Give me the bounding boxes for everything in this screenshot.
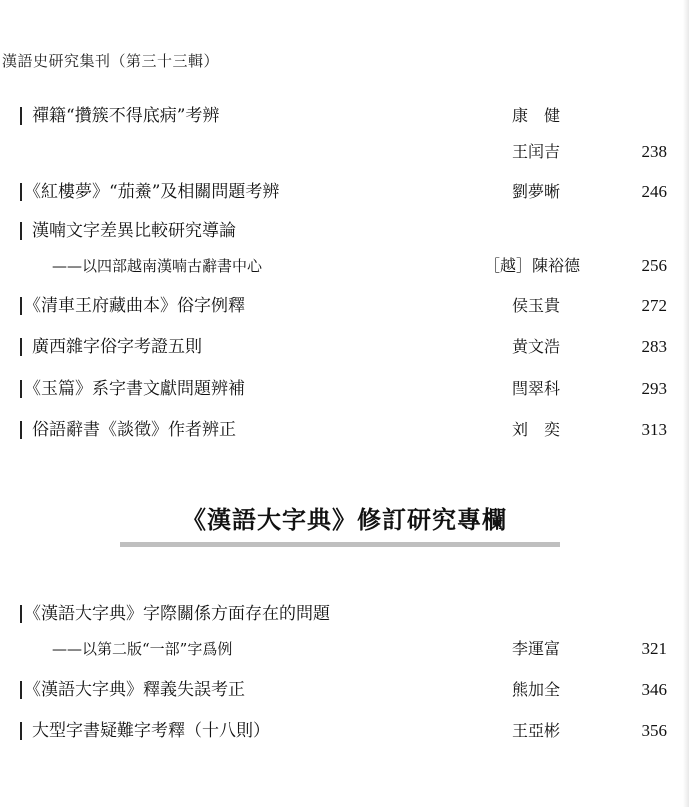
toc-entry[interactable]	[0, 678, 689, 702]
entry-page: 346	[641, 680, 667, 699]
entry-marker	[20, 222, 22, 240]
entry-subtitle: ——以四部越南漢喃古辭書中心	[52, 257, 263, 275]
entry-author: 熊加全	[512, 680, 561, 699]
entry-title: 《漢語大字典》字際關係方面存在的問題	[24, 604, 330, 624]
running-header: 漢語史研究集刊（第三十三輯）	[2, 52, 220, 70]
toc-entry[interactable]	[0, 294, 689, 318]
entry-marker	[20, 338, 22, 356]
entry-title: 《紅樓夢》“茄鯗”及相關問題考辨	[24, 182, 280, 202]
section-divider	[120, 542, 560, 547]
entry-page: 256	[641, 256, 667, 275]
toc-entry[interactable]	[0, 719, 689, 743]
toc-entry-subtitle[interactable]	[0, 254, 689, 278]
entry-page: 246	[641, 182, 667, 201]
entry-title: 《玉篇》系字書文獻問題辨補	[24, 379, 245, 399]
entry-author: ［越］陳裕德	[484, 256, 581, 275]
entry-marker	[20, 605, 22, 623]
entry-title: 大型字書疑難字考釋（十八則）	[32, 721, 270, 741]
entry-author: 康 健	[512, 106, 561, 125]
entry-author: 刘 奕	[512, 420, 561, 439]
entry-subtitle: ——以第二版“一部”字爲例	[52, 640, 233, 658]
toc-entry[interactable]	[0, 602, 689, 626]
entry-title: 《清車王府藏曲本》俗字例釋	[24, 296, 245, 316]
entry-page: 272	[641, 296, 667, 315]
section-title: 《漢語大字典》修訂研究專欄	[182, 505, 507, 534]
entry-page: 283	[641, 337, 667, 356]
entry-author: 王亞彬	[512, 721, 561, 740]
toc-entry[interactable]	[0, 335, 689, 359]
toc-entry-subtitle[interactable]	[0, 637, 689, 661]
entry-marker	[20, 681, 22, 699]
entry-title: 禪籍“攢簇不得底病”考辨	[32, 106, 220, 126]
entry-title: 《漢語大字典》釋義失誤考正	[24, 680, 245, 700]
entry-marker	[20, 421, 22, 439]
entry-title: 廣西雜字俗字考證五則	[32, 337, 202, 357]
entry-author: 李運富	[512, 639, 561, 658]
toc-entry-continuation[interactable]	[0, 140, 689, 164]
entry-title: 漢喃文字差異比較研究導論	[32, 221, 236, 241]
entry-author: 閆翠科	[512, 379, 561, 398]
entry-marker	[20, 722, 22, 740]
entry-author: 王闰吉	[512, 142, 561, 161]
entry-author: 劉夢晰	[512, 182, 561, 201]
entry-author: 侯玉貴	[512, 296, 561, 315]
entry-title: 俗語辭書《談徵》作者辨正	[32, 420, 236, 440]
entry-page: 313	[641, 420, 667, 439]
toc-entry[interactable]	[0, 104, 689, 128]
toc-entry[interactable]	[0, 219, 689, 243]
entry-author: 黄文浩	[512, 337, 561, 356]
entry-marker	[20, 107, 22, 125]
entry-marker	[20, 380, 22, 398]
entry-page: 293	[641, 379, 667, 398]
entry-page: 238	[641, 142, 667, 161]
entry-page: 321	[641, 639, 667, 658]
toc-entry[interactable]	[0, 377, 689, 401]
toc-entry[interactable]	[0, 418, 689, 442]
entry-marker	[20, 183, 22, 201]
entry-page: 356	[641, 721, 667, 740]
toc-entry[interactable]	[0, 180, 689, 204]
entry-marker	[20, 297, 22, 315]
